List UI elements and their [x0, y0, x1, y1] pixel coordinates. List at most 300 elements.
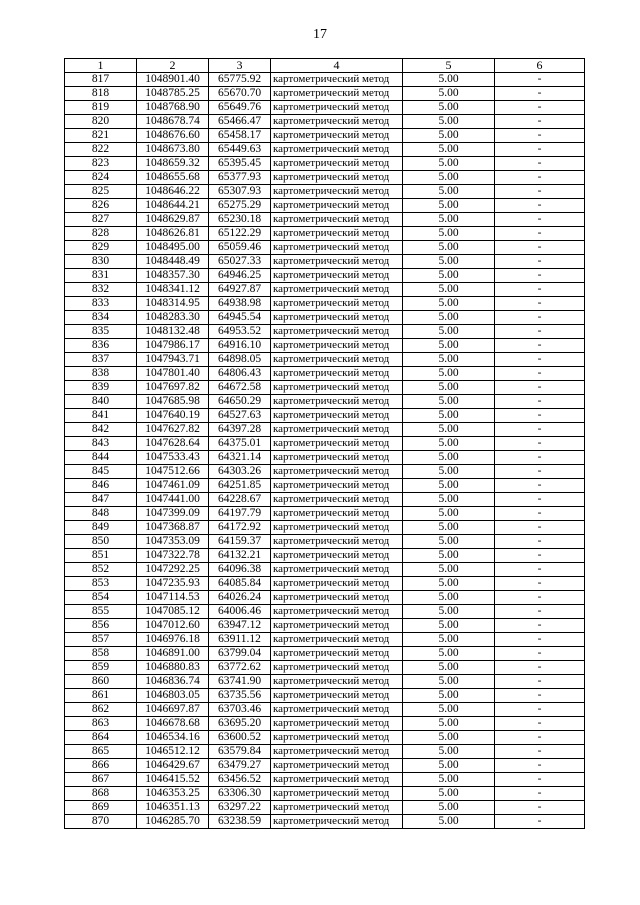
- method-cell: картометрический метод: [271, 465, 403, 479]
- method-cell: картометрический метод: [271, 227, 403, 241]
- accuracy-cell: 5.00: [403, 591, 495, 605]
- table-row: [65, 381, 585, 395]
- note-cell: -: [495, 269, 585, 283]
- accuracy-cell: 5.00: [403, 87, 495, 101]
- note-cell: -: [495, 731, 585, 745]
- point-number-cell: 830: [65, 255, 137, 269]
- y-coordinate-cell: 64159.37: [209, 535, 271, 549]
- table-row: [65, 395, 585, 409]
- x-coordinate-cell: 1047512.66: [137, 465, 209, 479]
- point-number-cell: 850: [65, 535, 137, 549]
- accuracy-cell: 5.00: [403, 689, 495, 703]
- accuracy-cell: 5.00: [403, 157, 495, 171]
- accuracy-cell: 5.00: [403, 815, 495, 829]
- y-coordinate-cell: 65458.17: [209, 129, 271, 143]
- table-row: [65, 675, 585, 689]
- note-cell: -: [495, 227, 585, 241]
- accuracy-cell: 5.00: [403, 479, 495, 493]
- note-cell: -: [495, 563, 585, 577]
- point-number-cell: 842: [65, 423, 137, 437]
- point-number-cell: 828: [65, 227, 137, 241]
- x-coordinate-cell: 1047292.25: [137, 563, 209, 577]
- point-number-cell: 833: [65, 297, 137, 311]
- point-number-cell: 835: [65, 325, 137, 339]
- note-cell: -: [495, 409, 585, 423]
- table-row: [65, 661, 585, 675]
- point-number-cell: 854: [65, 591, 137, 605]
- y-coordinate-cell: 65027.33: [209, 255, 271, 269]
- table-row: [65, 297, 585, 311]
- note-cell: -: [495, 619, 585, 633]
- table-row: [65, 157, 585, 171]
- note-cell: -: [495, 297, 585, 311]
- x-coordinate-cell: 1047533.43: [137, 451, 209, 465]
- y-coordinate-cell: 65122.29: [209, 227, 271, 241]
- y-coordinate-cell: 63306.30: [209, 787, 271, 801]
- column-header: 1: [65, 59, 137, 73]
- y-coordinate-cell: 64172.92: [209, 521, 271, 535]
- method-cell: картометрический метод: [271, 535, 403, 549]
- note-cell: -: [495, 717, 585, 731]
- method-cell: картометрический метод: [271, 353, 403, 367]
- x-coordinate-cell: 1046836.74: [137, 675, 209, 689]
- note-cell: -: [495, 437, 585, 451]
- y-coordinate-cell: 64228.67: [209, 493, 271, 507]
- y-coordinate-cell: 63695.20: [209, 717, 271, 731]
- x-coordinate-cell: 1048314.95: [137, 297, 209, 311]
- method-cell: картометрический метод: [271, 241, 403, 255]
- point-number-cell: 839: [65, 381, 137, 395]
- table-row: [65, 773, 585, 787]
- y-coordinate-cell: 64321.14: [209, 451, 271, 465]
- point-number-cell: 846: [65, 479, 137, 493]
- x-coordinate-cell: 1047640.19: [137, 409, 209, 423]
- accuracy-cell: 5.00: [403, 787, 495, 801]
- x-coordinate-cell: 1048357.30: [137, 269, 209, 283]
- accuracy-cell: 5.00: [403, 437, 495, 451]
- x-coordinate-cell: 1048495.00: [137, 241, 209, 255]
- y-coordinate-cell: 64806.43: [209, 367, 271, 381]
- note-cell: -: [495, 689, 585, 703]
- accuracy-cell: 5.00: [403, 451, 495, 465]
- accuracy-cell: 5.00: [403, 255, 495, 269]
- y-coordinate-cell: 65775.92: [209, 73, 271, 87]
- table-row: [65, 759, 585, 773]
- note-cell: -: [495, 465, 585, 479]
- method-cell: картометрический метод: [271, 157, 403, 171]
- table-row: [65, 423, 585, 437]
- note-cell: -: [495, 157, 585, 171]
- accuracy-cell: 5.00: [403, 745, 495, 759]
- table-row: [65, 171, 585, 185]
- note-cell: -: [495, 255, 585, 269]
- accuracy-cell: 5.00: [403, 297, 495, 311]
- method-cell: картометрический метод: [271, 339, 403, 353]
- x-coordinate-cell: 1048673.80: [137, 143, 209, 157]
- method-cell: картометрический метод: [271, 731, 403, 745]
- y-coordinate-cell: 64927.87: [209, 283, 271, 297]
- table-row: [65, 521, 585, 535]
- y-coordinate-cell: 63479.27: [209, 759, 271, 773]
- accuracy-cell: 5.00: [403, 661, 495, 675]
- x-coordinate-cell: 1048678.74: [137, 115, 209, 129]
- point-number-cell: 847: [65, 493, 137, 507]
- y-coordinate-cell: 64650.29: [209, 395, 271, 409]
- table-row: [65, 577, 585, 591]
- accuracy-cell: 5.00: [403, 773, 495, 787]
- point-number-cell: 857: [65, 633, 137, 647]
- table-row: [65, 311, 585, 325]
- table-row: [65, 563, 585, 577]
- note-cell: -: [495, 591, 585, 605]
- table-row: [65, 465, 585, 479]
- note-cell: -: [495, 577, 585, 591]
- x-coordinate-cell: 1047801.40: [137, 367, 209, 381]
- point-number-cell: 869: [65, 801, 137, 815]
- accuracy-cell: 5.00: [403, 101, 495, 115]
- y-coordinate-cell: 64026.24: [209, 591, 271, 605]
- x-coordinate-cell: 1047697.82: [137, 381, 209, 395]
- y-coordinate-cell: 63297.22: [209, 801, 271, 815]
- method-cell: картометрический метод: [271, 395, 403, 409]
- table-row: [65, 787, 585, 801]
- method-cell: картометрический метод: [271, 437, 403, 451]
- point-number-cell: 834: [65, 311, 137, 325]
- table-header: [65, 59, 585, 73]
- y-coordinate-cell: 65670.70: [209, 87, 271, 101]
- table-row: [65, 689, 585, 703]
- point-number-cell: 866: [65, 759, 137, 773]
- note-cell: -: [495, 451, 585, 465]
- point-number-cell: 853: [65, 577, 137, 591]
- x-coordinate-cell: 1046429.67: [137, 759, 209, 773]
- point-number-cell: 822: [65, 143, 137, 157]
- point-number-cell: 817: [65, 73, 137, 87]
- table-row: [65, 325, 585, 339]
- table-row: [65, 213, 585, 227]
- method-cell: картометрический метод: [271, 675, 403, 689]
- x-coordinate-cell: 1046976.18: [137, 633, 209, 647]
- table-body: [65, 73, 585, 829]
- note-cell: -: [495, 283, 585, 297]
- point-number-cell: 867: [65, 773, 137, 787]
- x-coordinate-cell: 1046512.12: [137, 745, 209, 759]
- y-coordinate-cell: 64945.54: [209, 311, 271, 325]
- accuracy-cell: 5.00: [403, 353, 495, 367]
- method-cell: картометрический метод: [271, 507, 403, 521]
- note-cell: -: [495, 213, 585, 227]
- table-row: [65, 353, 585, 367]
- method-cell: картометрический метод: [271, 745, 403, 759]
- table-row: [65, 479, 585, 493]
- note-cell: -: [495, 199, 585, 213]
- x-coordinate-cell: 1046534.16: [137, 731, 209, 745]
- method-cell: картометрический метод: [271, 255, 403, 269]
- table-row: [65, 633, 585, 647]
- note-cell: -: [495, 815, 585, 829]
- note-cell: -: [495, 325, 585, 339]
- accuracy-cell: 5.00: [403, 73, 495, 87]
- x-coordinate-cell: 1046678.68: [137, 717, 209, 731]
- accuracy-cell: 5.00: [403, 143, 495, 157]
- note-cell: -: [495, 479, 585, 493]
- point-number-cell: 831: [65, 269, 137, 283]
- x-coordinate-cell: 1047114.53: [137, 591, 209, 605]
- accuracy-cell: 5.00: [403, 423, 495, 437]
- point-number-cell: 824: [65, 171, 137, 185]
- method-cell: картометрический метод: [271, 199, 403, 213]
- note-cell: -: [495, 395, 585, 409]
- point-number-cell: 837: [65, 353, 137, 367]
- y-coordinate-cell: 65230.18: [209, 213, 271, 227]
- point-number-cell: 841: [65, 409, 137, 423]
- x-coordinate-cell: 1046697.87: [137, 703, 209, 717]
- note-cell: -: [495, 87, 585, 101]
- y-coordinate-cell: 64916.10: [209, 339, 271, 353]
- y-coordinate-cell: 63579.84: [209, 745, 271, 759]
- accuracy-cell: 5.00: [403, 605, 495, 619]
- method-cell: картометрический метод: [271, 619, 403, 633]
- method-cell: картометрический метод: [271, 409, 403, 423]
- point-number-cell: 870: [65, 815, 137, 829]
- y-coordinate-cell: 65649.76: [209, 101, 271, 115]
- x-coordinate-cell: 1047085.12: [137, 605, 209, 619]
- accuracy-cell: 5.00: [403, 213, 495, 227]
- accuracy-cell: 5.00: [403, 507, 495, 521]
- point-number-cell: 858: [65, 647, 137, 661]
- table-row: [65, 241, 585, 255]
- point-number-cell: 863: [65, 717, 137, 731]
- x-coordinate-cell: 1048626.81: [137, 227, 209, 241]
- table-row: [65, 591, 585, 605]
- accuracy-cell: 5.00: [403, 465, 495, 479]
- y-coordinate-cell: 64132.21: [209, 549, 271, 563]
- point-number-cell: 861: [65, 689, 137, 703]
- point-number-cell: 836: [65, 339, 137, 353]
- note-cell: -: [495, 549, 585, 563]
- method-cell: картометрический метод: [271, 451, 403, 465]
- column-header: 4: [271, 59, 403, 73]
- point-number-cell: 829: [65, 241, 137, 255]
- x-coordinate-cell: 1046351.13: [137, 801, 209, 815]
- accuracy-cell: 5.00: [403, 703, 495, 717]
- y-coordinate-cell: 63238.59: [209, 815, 271, 829]
- method-cell: картометрический метод: [271, 367, 403, 381]
- point-number-cell: 851: [65, 549, 137, 563]
- column-header: 2: [137, 59, 209, 73]
- column-header: 6: [495, 59, 585, 73]
- method-cell: картометрический метод: [271, 283, 403, 297]
- y-coordinate-cell: 64303.26: [209, 465, 271, 479]
- note-cell: -: [495, 675, 585, 689]
- method-cell: картометрический метод: [271, 591, 403, 605]
- method-cell: картометрический метод: [271, 549, 403, 563]
- point-number-cell: 843: [65, 437, 137, 451]
- method-cell: картометрический метод: [271, 787, 403, 801]
- point-number-cell: 827: [65, 213, 137, 227]
- y-coordinate-cell: 63703.46: [209, 703, 271, 717]
- accuracy-cell: 5.00: [403, 227, 495, 241]
- accuracy-cell: 5.00: [403, 269, 495, 283]
- x-coordinate-cell: 1048901.40: [137, 73, 209, 87]
- x-coordinate-cell: 1047685.98: [137, 395, 209, 409]
- x-coordinate-cell: 1047353.09: [137, 535, 209, 549]
- y-coordinate-cell: 64375.01: [209, 437, 271, 451]
- note-cell: -: [495, 745, 585, 759]
- method-cell: картометрический метод: [271, 647, 403, 661]
- table-row: [65, 101, 585, 115]
- x-coordinate-cell: 1048655.68: [137, 171, 209, 185]
- accuracy-cell: 5.00: [403, 619, 495, 633]
- y-coordinate-cell: 65307.93: [209, 185, 271, 199]
- table-row: [65, 269, 585, 283]
- accuracy-cell: 5.00: [403, 241, 495, 255]
- x-coordinate-cell: 1047461.09: [137, 479, 209, 493]
- table-row: [65, 549, 585, 563]
- method-cell: картометрический метод: [271, 563, 403, 577]
- x-coordinate-cell: 1048785.25: [137, 87, 209, 101]
- x-coordinate-cell: 1046415.52: [137, 773, 209, 787]
- note-cell: -: [495, 101, 585, 115]
- method-cell: картометрический метод: [271, 73, 403, 87]
- y-coordinate-cell: 64397.28: [209, 423, 271, 437]
- table-row: [65, 283, 585, 297]
- accuracy-cell: 5.00: [403, 801, 495, 815]
- point-number-cell: 823: [65, 157, 137, 171]
- table-row: [65, 339, 585, 353]
- coordinates-table: [64, 58, 585, 829]
- y-coordinate-cell: 64672.58: [209, 381, 271, 395]
- accuracy-cell: 5.00: [403, 395, 495, 409]
- note-cell: -: [495, 801, 585, 815]
- note-cell: -: [495, 241, 585, 255]
- note-cell: -: [495, 535, 585, 549]
- point-number-cell: 826: [65, 199, 137, 213]
- x-coordinate-cell: 1048629.87: [137, 213, 209, 227]
- point-number-cell: 856: [65, 619, 137, 633]
- method-cell: картометрический метод: [271, 297, 403, 311]
- method-cell: картометрический метод: [271, 115, 403, 129]
- accuracy-cell: 5.00: [403, 633, 495, 647]
- y-coordinate-cell: 63799.04: [209, 647, 271, 661]
- table-row: [65, 255, 585, 269]
- x-coordinate-cell: 1048644.21: [137, 199, 209, 213]
- point-number-cell: 868: [65, 787, 137, 801]
- method-cell: картометрический метод: [271, 479, 403, 493]
- column-header: 3: [209, 59, 271, 73]
- accuracy-cell: 5.00: [403, 381, 495, 395]
- accuracy-cell: 5.00: [403, 563, 495, 577]
- note-cell: -: [495, 381, 585, 395]
- table-row: [65, 227, 585, 241]
- y-coordinate-cell: 64251.85: [209, 479, 271, 493]
- y-coordinate-cell: 64938.98: [209, 297, 271, 311]
- method-cell: картометрический метод: [271, 773, 403, 787]
- method-cell: картометрический метод: [271, 87, 403, 101]
- method-cell: картометрический метод: [271, 213, 403, 227]
- y-coordinate-cell: 63735.56: [209, 689, 271, 703]
- table-row: [65, 185, 585, 199]
- note-cell: -: [495, 647, 585, 661]
- y-coordinate-cell: 63456.52: [209, 773, 271, 787]
- note-cell: -: [495, 661, 585, 675]
- table-row: [65, 409, 585, 423]
- method-cell: картометрический метод: [271, 423, 403, 437]
- method-cell: картометрический метод: [271, 521, 403, 535]
- accuracy-cell: 5.00: [403, 311, 495, 325]
- point-number-cell: 855: [65, 605, 137, 619]
- method-cell: картометрический метод: [271, 605, 403, 619]
- point-number-cell: 820: [65, 115, 137, 129]
- point-number-cell: 852: [65, 563, 137, 577]
- method-cell: картометрический метод: [271, 703, 403, 717]
- method-cell: картометрический метод: [271, 661, 403, 675]
- note-cell: -: [495, 493, 585, 507]
- x-coordinate-cell: 1046353.25: [137, 787, 209, 801]
- point-number-cell: 832: [65, 283, 137, 297]
- y-coordinate-cell: 64898.05: [209, 353, 271, 367]
- x-coordinate-cell: 1046880.83: [137, 661, 209, 675]
- y-coordinate-cell: 65059.46: [209, 241, 271, 255]
- x-coordinate-cell: 1048448.49: [137, 255, 209, 269]
- point-number-cell: 845: [65, 465, 137, 479]
- accuracy-cell: 5.00: [403, 409, 495, 423]
- accuracy-cell: 5.00: [403, 339, 495, 353]
- y-coordinate-cell: 64953.52: [209, 325, 271, 339]
- point-number-cell: 848: [65, 507, 137, 521]
- accuracy-cell: 5.00: [403, 759, 495, 773]
- note-cell: -: [495, 787, 585, 801]
- x-coordinate-cell: 1047368.87: [137, 521, 209, 535]
- note-cell: -: [495, 185, 585, 199]
- x-coordinate-cell: 1047235.93: [137, 577, 209, 591]
- point-number-cell: 849: [65, 521, 137, 535]
- y-coordinate-cell: 64527.63: [209, 409, 271, 423]
- method-cell: картометрический метод: [271, 101, 403, 115]
- method-cell: картометрический метод: [271, 381, 403, 395]
- accuracy-cell: 5.00: [403, 325, 495, 339]
- y-coordinate-cell: 65395.45: [209, 157, 271, 171]
- x-coordinate-cell: 1048646.22: [137, 185, 209, 199]
- note-cell: -: [495, 633, 585, 647]
- table-row: [65, 199, 585, 213]
- table-row: [65, 115, 585, 129]
- table-row: [65, 731, 585, 745]
- method-cell: картометрический метод: [271, 801, 403, 815]
- note-cell: -: [495, 773, 585, 787]
- accuracy-cell: 5.00: [403, 717, 495, 731]
- note-cell: -: [495, 423, 585, 437]
- accuracy-cell: 5.00: [403, 171, 495, 185]
- note-cell: -: [495, 367, 585, 381]
- accuracy-cell: 5.00: [403, 283, 495, 297]
- accuracy-cell: 5.00: [403, 549, 495, 563]
- note-cell: -: [495, 115, 585, 129]
- table-row: [65, 647, 585, 661]
- y-coordinate-cell: 63911.12: [209, 633, 271, 647]
- x-coordinate-cell: 1048283.30: [137, 311, 209, 325]
- x-coordinate-cell: 1048768.90: [137, 101, 209, 115]
- table-row: [65, 605, 585, 619]
- method-cell: картометрический метод: [271, 717, 403, 731]
- note-cell: -: [495, 703, 585, 717]
- x-coordinate-cell: 1047986.17: [137, 339, 209, 353]
- note-cell: -: [495, 339, 585, 353]
- table-row: [65, 619, 585, 633]
- point-number-cell: 864: [65, 731, 137, 745]
- page-number: 17: [313, 27, 327, 42]
- y-coordinate-cell: 64085.84: [209, 577, 271, 591]
